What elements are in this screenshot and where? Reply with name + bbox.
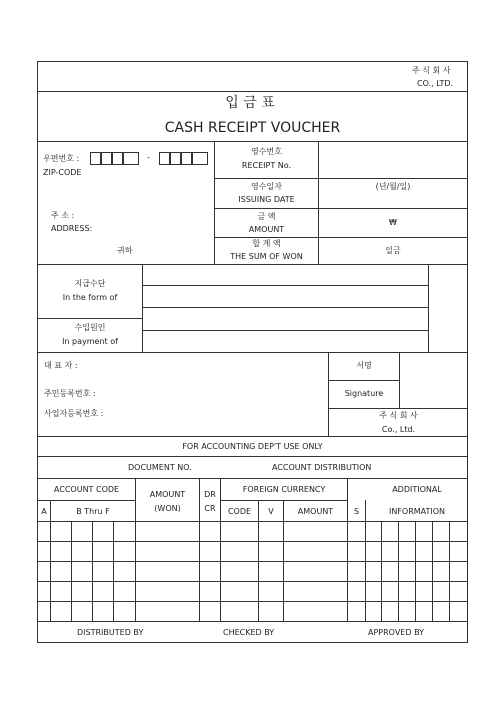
divider [142,330,428,331]
divider [37,141,468,142]
honorific-label: 귀하 [117,246,133,255]
payment-form-label-en: In the form of [62,293,118,302]
zip-label-ko: 우편번호 : [43,154,80,163]
divider [220,478,221,621]
zip-box-8[interactable] [192,152,208,165]
divider [398,521,399,621]
sign-company-en: Co., Ltd. [381,425,416,434]
divider [328,380,399,381]
zip-box-7[interactable] [181,152,192,165]
address-label-en: ADDRESS: [51,224,93,233]
document-no-label: DOCUMENT NO. [128,463,192,472]
divider [92,521,93,621]
account-distribution-label: ACCOUNT DISTRIBUTION [272,463,372,472]
receipt-no-label-ko: 영수번호 [251,147,282,156]
divider [37,91,468,92]
signature-label-en: Signature [344,389,384,398]
issuing-date-value: (년/월/일) [375,182,411,191]
dr-header: DR [204,490,216,499]
title-en: CASH RECEIPT VOUCHER [164,120,341,136]
frame-bottom [37,642,468,643]
divider [37,621,468,622]
cr-header: CR [204,504,216,513]
table-row [37,561,468,562]
amount-value: ₩ [389,218,397,227]
divider [428,264,429,353]
title-ko: 입 금 표 [225,95,275,111]
amount-won-header-2: (WON) [154,504,181,513]
amount-won-header-1: AMOUNT [149,490,186,499]
divider [449,521,450,621]
divider [37,478,468,479]
sum-value: 일금 [385,246,401,255]
resident-no-label: 주민등록번호 : [44,389,96,398]
col-a-header: A [41,507,47,516]
col-b-thru-f-header: B Thru F [76,507,110,516]
business-no-label: 사업자등록번호 : [44,409,104,418]
zip-box-1[interactable] [90,152,101,165]
approved-by-label: APPROVED BY [368,628,425,637]
divider [432,521,433,621]
zip-label-en: ZIP-CODE [43,168,82,177]
divider [37,500,136,501]
divider [347,478,348,621]
amount-label-ko: 금 액 [257,212,276,221]
amount-label-en: AMOUNT [248,225,285,234]
divider [37,436,468,437]
zip-box-5[interactable] [159,152,170,165]
divider [142,264,143,353]
v-header: V [268,507,274,516]
divider [214,178,468,179]
divider [37,521,468,522]
divider [221,500,348,501]
divider [142,285,428,286]
divider [142,307,428,308]
issuing-date-label-en: ISSUING DATE [238,195,295,204]
zip-box-6[interactable] [170,152,181,165]
distributed-by-label: DISTRIBUTED BY [77,628,144,637]
zip-box-4[interactable] [123,152,139,165]
sign-company-ko: 주 식 회 사 [379,411,418,420]
divider [199,478,200,621]
zip-box-3[interactable] [112,152,123,165]
divider [328,408,468,409]
s-header: S [353,507,360,516]
address-label-ko: 주 소 : [51,211,75,220]
divider [113,521,114,621]
divider [37,456,468,457]
zip-box-2[interactable] [101,152,112,165]
table-row [37,601,468,602]
divider [415,521,416,621]
additional-header: ADDITIONAL [392,485,442,494]
divider [399,352,400,408]
information-header: INFORMATION [388,507,446,516]
fc-amount-header: AMOUNT [297,507,334,516]
divider [214,237,468,238]
divider [37,318,142,319]
frame-top [37,61,468,62]
payment-purpose-label-en: In payment of [62,337,118,346]
representative-label: 대 표 자 : [44,361,78,370]
foreign-currency-header: FOREIGN CURRENCY [242,485,326,494]
divider [135,478,136,621]
signature-label-ko: 서명 [356,361,372,370]
table-row [37,581,468,582]
divider [71,521,72,621]
company-label-en: CO., LTD. [417,79,454,88]
payment-form-label-ko: 지급수단 [74,279,106,288]
divider [381,521,382,621]
payment-purpose-label-ko: 수입원인 [74,323,106,332]
checked-by-label: CHECKED BY [223,628,275,637]
receipt-no-label-en: RECEIPT No. [241,161,292,170]
company-label-ko: 주 식 회 사 [412,66,451,75]
issuing-date-label-ko: 영수일자 [251,182,282,191]
divider [37,352,468,353]
code-header: CODE [227,507,252,516]
sum-label-en: THE SUM OF WON [230,252,303,261]
sum-label-ko: 합 계 액 [252,239,281,248]
account-code-header: ACCOUNT CODE [53,485,120,494]
divider [37,264,468,265]
accounting-header: FOR ACCOUNTING DEP'T USE ONLY [182,442,323,451]
divider [214,208,468,209]
zip-dash: - [147,153,150,162]
table-row [37,541,468,542]
